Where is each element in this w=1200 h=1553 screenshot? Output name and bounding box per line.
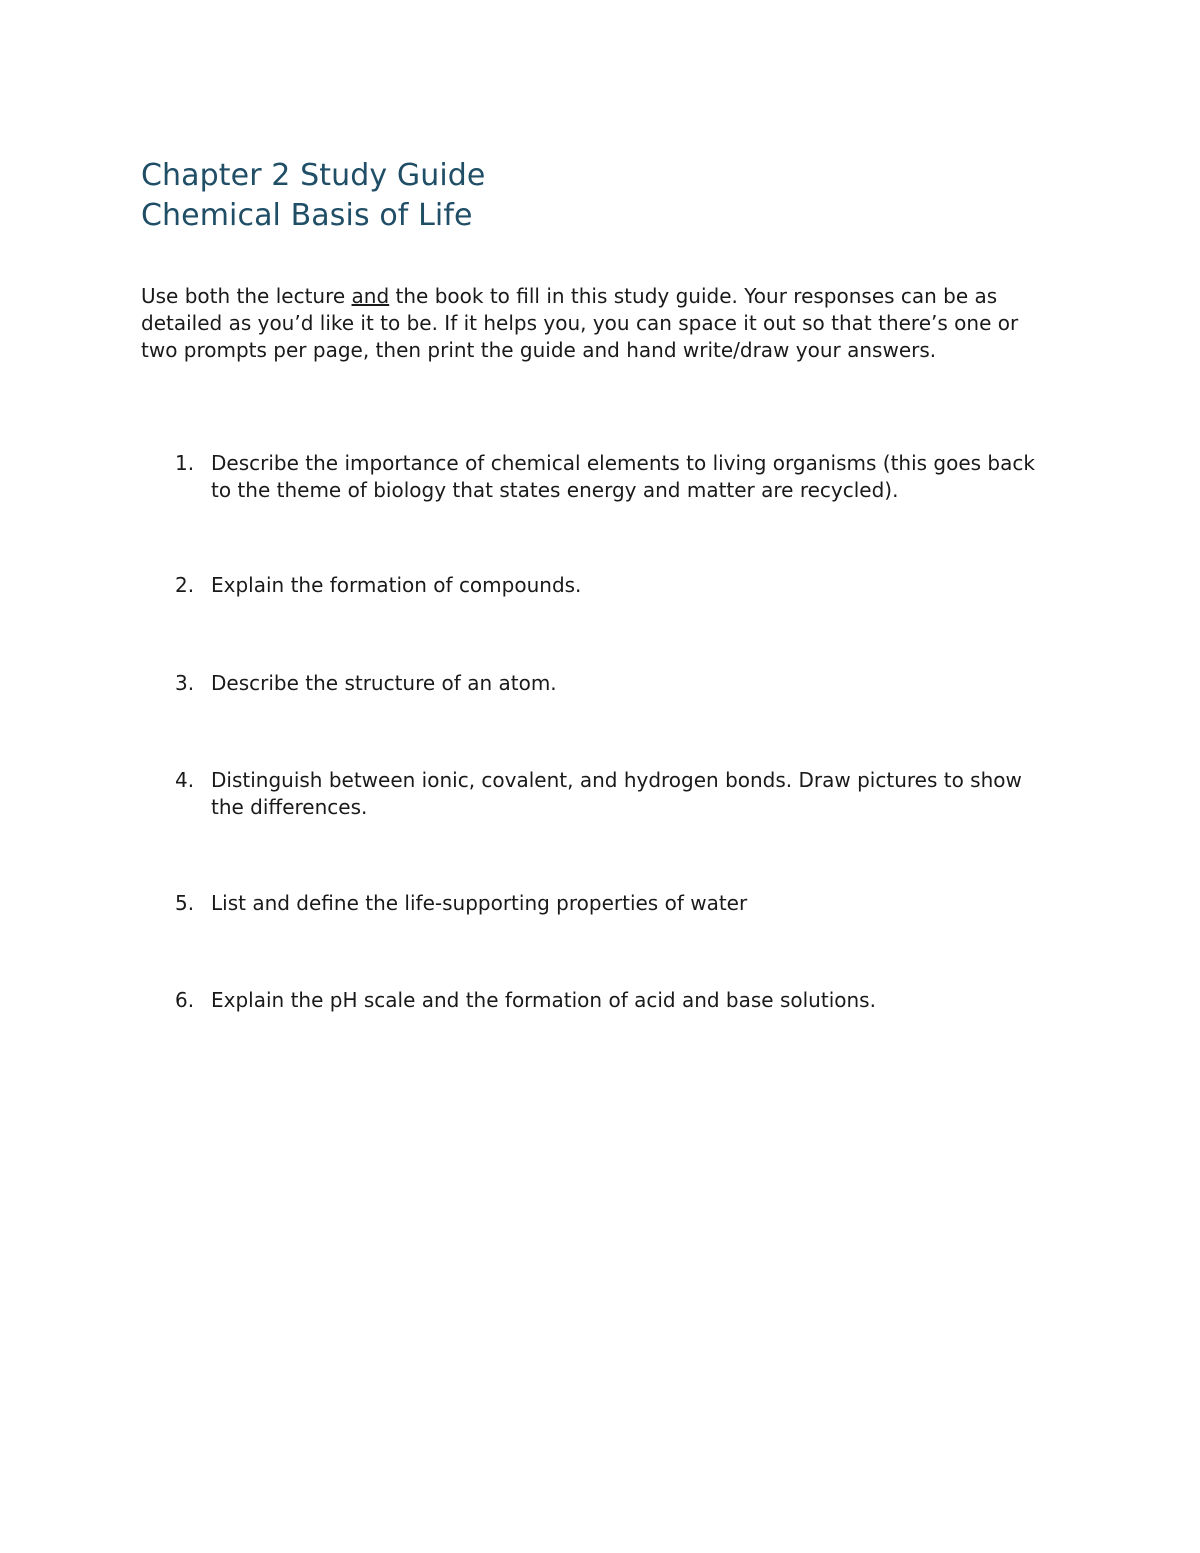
- prompt-number: 3.: [175, 671, 195, 695]
- prompt-item: [175, 767, 1055, 821]
- prompt-number: 2.: [175, 573, 195, 597]
- prompt-item: [175, 670, 1055, 697]
- prompt-text: List and define the life-supporting properties of water: [211, 891, 748, 915]
- intro-text-start: Use both the lecture: [141, 284, 352, 308]
- prompt-item: [175, 890, 1055, 917]
- prompt-item: [175, 987, 1055, 1014]
- prompt-number: 1.: [175, 451, 195, 475]
- prompt-number: 4.: [175, 768, 195, 792]
- intro-underlined-word: and: [351, 284, 390, 308]
- prompt-number: 5.: [175, 891, 195, 915]
- title-block: [141, 156, 1061, 236]
- intro-text-end: the book to fill in this study guide. Your responses can be as detailed as you’d like it to be. If it helps you, you can space it out so that there’s one or two prompts per page, then print the guide and hand write/draw your answers.: [141, 284, 1019, 362]
- prompt-text: Explain the formation of compounds.: [211, 573, 582, 597]
- document-subtitle: Chemical Basis of Life: [141, 198, 473, 233]
- prompt-item: [175, 450, 1055, 504]
- document-title: Chapter 2 Study Guide: [141, 158, 486, 193]
- prompt-text: Describe the importance of chemical elements to living organisms (this goes back to the theme of biology that states energy and matter are recycled).: [211, 451, 1035, 502]
- prompt-number: 6.: [175, 988, 195, 1012]
- prompt-text: Describe the structure of an atom.: [211, 671, 557, 695]
- intro-paragraph: [141, 283, 1051, 364]
- prompt-item: [175, 572, 1055, 599]
- prompt-text: Explain the pH scale and the formation of acid and base solutions.: [211, 988, 876, 1012]
- prompt-text: Distinguish between ionic, covalent, and hydrogen bonds. Draw pictures to show the differences.: [211, 768, 1022, 819]
